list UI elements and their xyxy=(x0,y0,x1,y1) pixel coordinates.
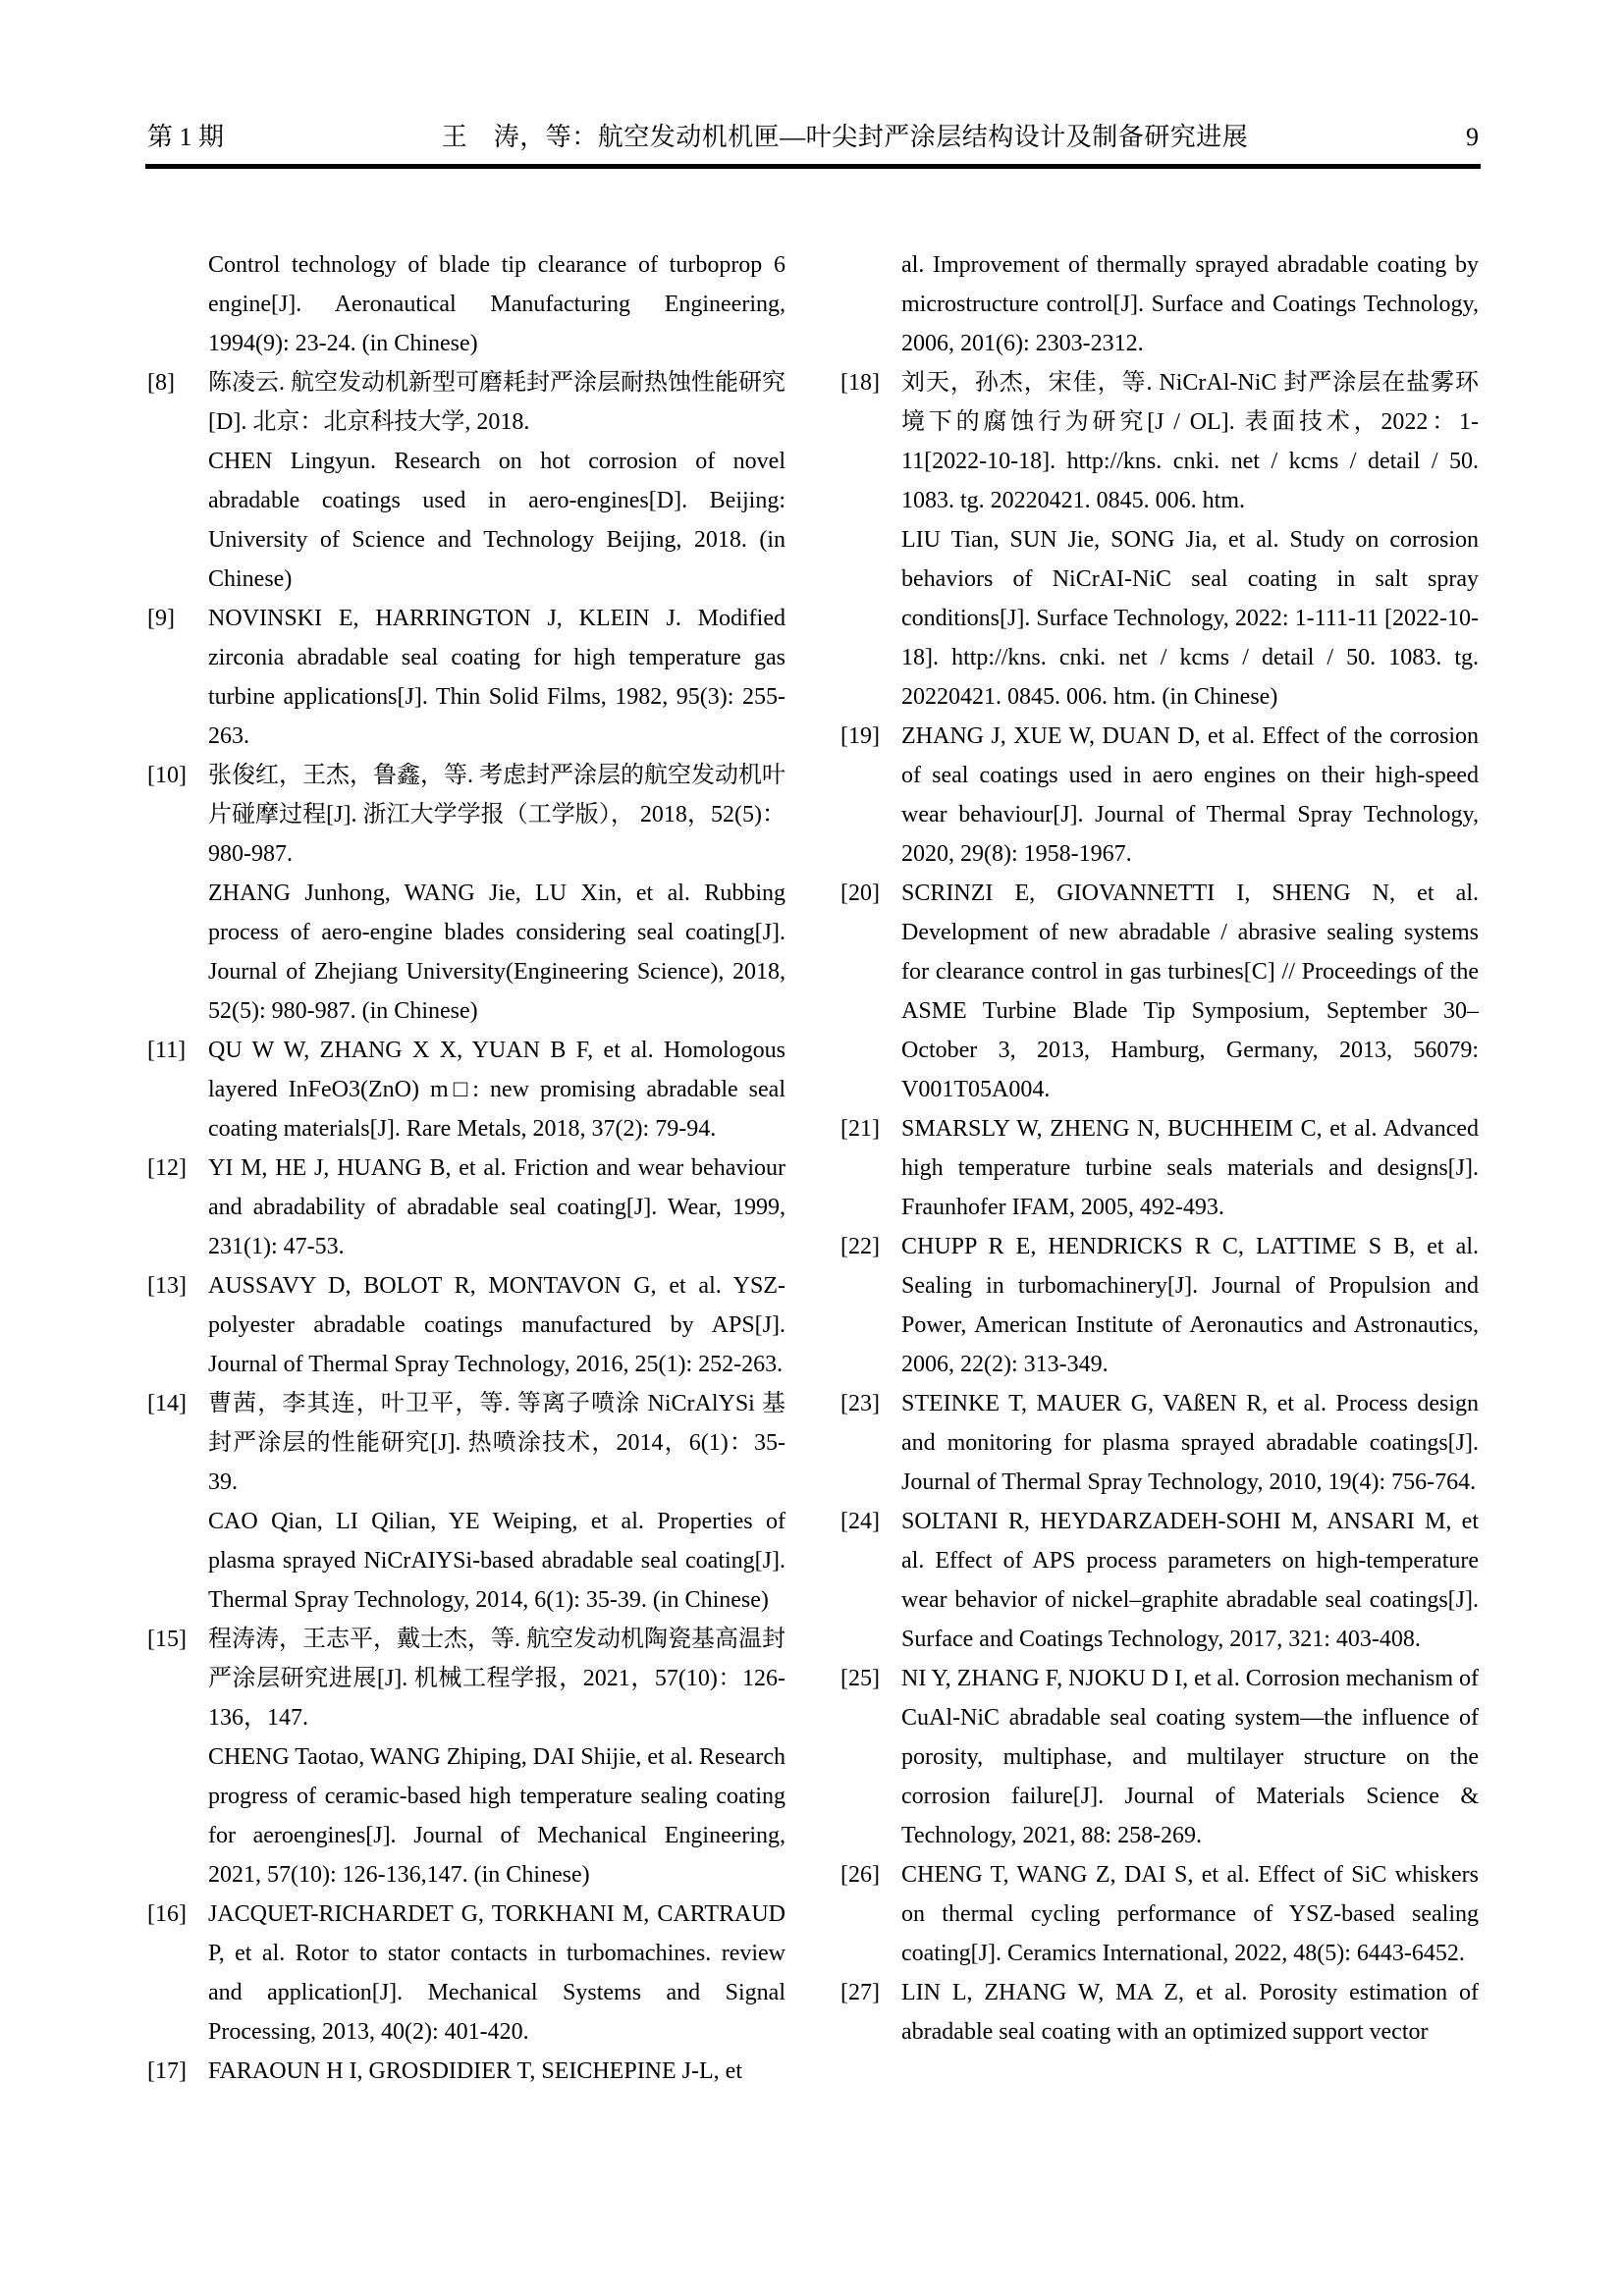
reference-text: SOLTANI R, HEYDARZADEH-SOHI M, ANSARI M, et al. Effect of APS process parameters on high-temperature wear behavior of nickel–graphite abradable seal coatings[J]. Surface and Coatings Technology, 2017, 321: 403-408. xyxy=(901,1509,1479,1652)
reference-number: [13] xyxy=(147,1273,187,1299)
reference-item xyxy=(840,1109,1479,1227)
reference-text: 张俊红，王杰，鲁鑫，等. 考虑封严涂层的航空发动机叶片碰摩过程[J]. 浙江大学学报（工学版）， 2018，52(5)：980-987. xyxy=(208,763,785,867)
header-rule xyxy=(145,164,1481,169)
header-running-title: 王 涛，等：航空发动机机匣—叶尖封严涂层结构设计及制备研究进展 xyxy=(441,123,1249,151)
reference-text: SCRINZI E, GIOVANNETTI I, SHENG N, et al. Development of new abradable / abrasive sealing systems for clearance control in gas turbines[C] // Proceedings of the ASME Turbine Blade Tip Symposium, September 30–October 3, 2013, Hamburg, Germany, 2013, 56079: V001T05A004. xyxy=(901,881,1479,1102)
reference-number xyxy=(147,245,208,363)
reference-body xyxy=(901,1109,1479,1227)
reference-item xyxy=(147,1620,785,1895)
column-left xyxy=(147,245,785,2091)
reference-body xyxy=(901,717,1479,874)
reference-number: [16] xyxy=(147,1901,187,1927)
reference-body xyxy=(208,1148,785,1266)
reference-item xyxy=(840,874,1479,1109)
reference-item xyxy=(840,1502,1479,1659)
reference-item xyxy=(840,1973,1479,2052)
reference-text: SMARSLY W, ZHENG N, BUCHHEIM C, et al. Advanced high temperature turbine seals materials and designs[J]. Fraunhofer IFAM, 2005, 492-493. xyxy=(901,1116,1479,1220)
reference-text: 刘天，孙杰，宋佳，等. NiCrAl-NiC 封严涂层在盐雾环境下的腐蚀行为研究[J / OL]. 表面技术，2022：1-11[2022-10-18]. http://kns. cnki. net / kcms / detail / 50. 1083. tg. 20220421. 0845. 006. htm. xyxy=(901,370,1479,513)
reference-text: NI Y, ZHANG F, NJOKU D I, et al. Corrosion mechanism of CuAl-NiC abradable seal coating system—the influence of porosity, multiphase, and multilayer structure on the corrosion failure[J]. Journal of Materials Science & Technology, 2021, 88: 258-269. xyxy=(901,1666,1480,1848)
reference-number: [26] xyxy=(840,1862,880,1888)
reference-body xyxy=(208,1031,785,1148)
reference-item xyxy=(147,245,785,363)
reference-number: [25] xyxy=(840,1666,880,1691)
reference-number: [11] xyxy=(147,1038,187,1063)
reference-text: 曹茜，李其连，叶卫平，等. 等离子喷涂 NiCrAlYSi 基封严涂层的性能研究[J]. 热喷涂技术，2014，6(1)：35-39. xyxy=(208,1391,785,1495)
reference-body xyxy=(208,1895,785,2052)
reference-body xyxy=(901,1227,1479,1384)
reference-text: AUSSAVY D, BOLOT R, MONTAVON G, et al. YSZ-polyester abradable coatings manufactured by APS[J]. Journal of Thermal Spray Technology, 2016, 25(1): 252-263. xyxy=(208,1273,785,1377)
reference-body xyxy=(208,363,785,599)
reference-text: FARAOUN H I, GROSDIDIER T, SEICHEPINE J-L, et xyxy=(208,2058,742,2084)
reference-text: CHEN Lingyun. Research on hot corrosion of novel abradable coatings used in aero-engines[D]. Beijing: University of Science and Technology Beijing, 2018. (in Chinese) xyxy=(208,449,785,592)
reference-item xyxy=(840,1227,1479,1384)
reference-item xyxy=(840,1384,1479,1502)
header-issue-label: 第 1 期 xyxy=(147,123,225,151)
header-page-number: 9 xyxy=(1466,123,1479,151)
reference-text: ZHANG Junhong, WANG Jie, LU Xin, et al. Rubbing process of aero-engine blades considering seal coating[J]. Journal of Zhejiang University(Engineering Science), 2018, 52(5): 980-987. (in Chinese) xyxy=(208,881,785,1024)
reference-body xyxy=(208,599,785,756)
reference-body xyxy=(208,1266,785,1384)
reference-number: [15] xyxy=(147,1627,187,1652)
reference-body xyxy=(208,2052,785,2091)
reference-text: ZHANG J, XUE W, DUAN D, et al. Effect of the corrosion of seal coatings used in aero engines on their high-speed wear behaviour[J]. Journal of Thermal Spray Technology, 2020, 29(8): 1958-1967. xyxy=(901,723,1479,867)
reference-body xyxy=(901,1659,1479,1855)
reference-text: JACQUET-RICHARDET G, TORKHANI M, CARTRAUD P, et al. Rotor to stator contacts in turbomachines. review and application[J]. Mechanical Systems and Signal Processing, 2013, 40(2): 401-420. xyxy=(208,1901,785,2045)
references-columns xyxy=(147,245,1479,2091)
column-right xyxy=(840,245,1479,2091)
reference-item xyxy=(840,363,1479,717)
reference-number: [27] xyxy=(840,1980,880,2005)
reference-item xyxy=(147,2052,785,2091)
reference-item xyxy=(147,1031,785,1148)
reference-item xyxy=(840,1855,1479,1973)
reference-body xyxy=(208,245,785,363)
reference-item xyxy=(840,1659,1479,1855)
reference-number: [21] xyxy=(840,1116,880,1142)
reference-number: [18] xyxy=(840,370,880,396)
reference-body xyxy=(901,1502,1479,1659)
reference-body xyxy=(208,1384,785,1620)
reference-number: [24] xyxy=(840,1509,880,1534)
reference-item xyxy=(147,1384,785,1620)
reference-item xyxy=(840,717,1479,874)
reference-text: STEINKE T, MAUER G, VAßEN R, et al. Process design and monitoring for plasma sprayed abradable coatings[J]. Journal of Thermal Spray Technology, 2010, 19(4): 756-764. xyxy=(901,1391,1479,1495)
reference-item xyxy=(147,1148,785,1266)
reference-text: CHENG T, WANG Z, DAI S, et al. Effect of SiC whiskers on thermal cycling performance of YSZ-based sealing coating[J]. Ceramics International, 2022, 48(5): 6443-6452. xyxy=(901,1862,1479,1966)
reference-item xyxy=(147,363,785,599)
reference-text: al. Improvement of thermally sprayed abradable coating by microstructure control[J]. Surface and Coatings Technology, 2006, 201(6): 2303-2312. xyxy=(901,252,1479,356)
reference-item xyxy=(147,756,785,1031)
reference-text: 程涛涛，王志平，戴士杰，等. 航空发动机陶瓷基高温封严涂层研究进展[J]. 机械工程学报，2021，57(10)：126-136，147. xyxy=(208,1627,785,1731)
reference-body xyxy=(208,1620,785,1895)
reference-body xyxy=(208,756,785,1031)
reference-item xyxy=(147,599,785,756)
reference-body xyxy=(901,874,1479,1109)
reference-body xyxy=(901,245,1479,363)
reference-number: [22] xyxy=(840,1234,880,1259)
reference-text: NOVINSKI E, HARRINGTON J, KLEIN J. Modified zirconia abradable seal coating for high temperature gas turbine applications[J]. Thin Solid Films, 1982, 95(3): 255-263. xyxy=(208,606,785,749)
reference-number: [19] xyxy=(840,723,880,749)
reference-number: [8] xyxy=(147,370,175,396)
reference-body xyxy=(901,363,1479,717)
reference-text: Control technology of blade tip clearance of turboprop 6 engine[J]. Aeronautical Manufacturing Engineering, 1994(9): 23-24. (in Chinese) xyxy=(208,252,785,356)
reference-item xyxy=(840,245,1479,363)
reference-number: [17] xyxy=(147,2058,187,2084)
reference-item xyxy=(147,1895,785,2052)
reference-text: 陈凌云. 航空发动机新型可磨耗封严涂层耐热蚀性能研究[D]. 北京：北京科技大学, 2018. xyxy=(208,370,785,435)
reference-text: CAO Qian, LI Qilian, YE Weiping, et al. Properties of plasma sprayed NiCrAIYSi-based abradable seal coating[J]. Thermal Spray Technology, 2014, 6(1): 35-39. (in Chinese) xyxy=(208,1509,785,1613)
reference-number: [23] xyxy=(840,1391,880,1416)
reference-body xyxy=(901,1384,1479,1502)
reference-text: CHUPP R E, HENDRICKS R C, LATTIME S B, et al. Sealing in turbomachinery[J]. Journal of Propulsion and Power, American Institute of Aeronautics and Astronautics, 2006, 22(2): 313-349. xyxy=(901,1234,1479,1377)
reference-body xyxy=(901,1973,1479,2052)
reference-text: LIU Tian, SUN Jie, SONG Jia, et al. Study on corrosion behaviors of NiCrAI-NiC seal coating in salt spray conditions[J]. Surface Technology, 2022: 1-111-11 [2022-10-18]. http://kns. cnki. net / kcms / detail / 50. 1083. tg. 20220421. 0845. 006. htm. (in Chinese) xyxy=(901,527,1479,710)
reference-number: [9] xyxy=(147,606,175,631)
reference-text: QU W W, ZHANG X X, YUAN B F, et al. Homologous layered InFeO3(ZnO) m□: new promising abradable seal coating materials[J]. Rare Metals, 2018, 37(2): 79-94. xyxy=(208,1038,785,1142)
reference-body xyxy=(901,1855,1479,1973)
reference-text: LIN L, ZHANG W, MA Z, et al. Porosity estimation of abradable seal coating with an optimized support vector xyxy=(901,1980,1479,2045)
reference-text: YI M, HE J, HUANG B, et al. Friction and wear behaviour and abradability of abradable seal coating[J]. Wear, 1999, 231(1): 47-53. xyxy=(208,1155,785,1259)
reference-number xyxy=(840,245,901,363)
reference-number: [14] xyxy=(147,1391,187,1416)
page-header xyxy=(147,122,1479,153)
reference-number: [10] xyxy=(147,763,187,788)
reference-item xyxy=(147,1266,785,1384)
reference-number: [12] xyxy=(147,1155,187,1181)
reference-text: CHENG Taotao, WANG Zhiping, DAI Shijie, et al. Research progress of ceramic-based high temperature sealing coating for aeroengines[J]. Journal of Mechanical Engineering, 2021, 57(10): 126-136,147. (in Chinese) xyxy=(208,1744,785,1888)
reference-number: [20] xyxy=(840,881,880,906)
